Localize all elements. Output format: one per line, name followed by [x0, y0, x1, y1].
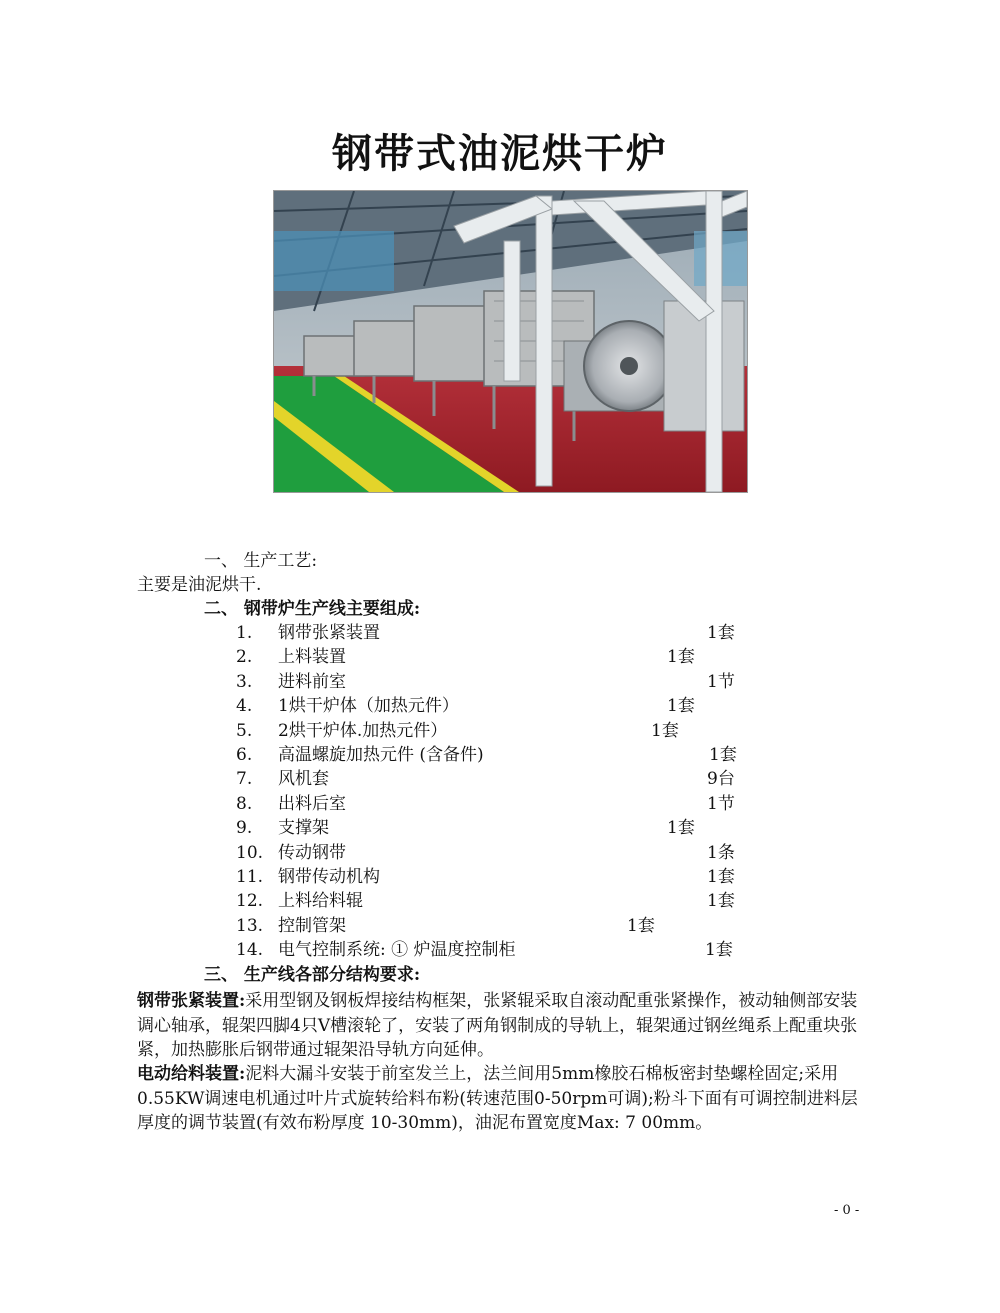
item-quantity: 1套 [627, 915, 655, 936]
item-name: 传动钢带 [278, 842, 346, 863]
item-number: 7. [236, 769, 253, 790]
section1-heading: 一、 生产工艺: [204, 551, 318, 571]
item-name: 钢带传动机构 [278, 867, 380, 887]
item-quantity: 1套 [651, 720, 679, 741]
item-number: 2. [236, 647, 253, 668]
item-number: 6. [236, 745, 253, 765]
item-quantity: 1套 [667, 696, 695, 717]
item-quantity: 1套 [667, 818, 695, 839]
item-number: 13. [236, 915, 264, 936]
item-number: 10. [236, 842, 264, 863]
feeder-text: 泥料大漏斗安装于前室发兰上，法兰间用5mm橡胶石棉板密封垫螺栓固定;采用0.55KW调速电机通过叶片式旋转给料布粉(转速范围0-50rpm可调);粉斗下面有可调控制进料层厚度的调节装置(有效布粉厚度 10-30mm)，油泥布置宽度Max: 7 00mm。 [137, 1064, 858, 1133]
item-number: 4. [236, 696, 253, 717]
item-number: 1. [236, 623, 253, 643]
item-name: 1烘干炉体（加热元件） [278, 696, 459, 717]
item-number: 8. [236, 793, 253, 814]
item-number: 9. [236, 818, 253, 839]
item-name: 控制管架 [278, 915, 346, 936]
item-name: 高温螺旋加热元件 (含备件) [278, 745, 484, 765]
item-name: 上料给料辊 [278, 891, 363, 912]
item-quantity: 1套 [707, 867, 735, 887]
item-number: 5. [236, 720, 253, 741]
item-number: 12. [236, 891, 264, 912]
factory-photo [273, 190, 748, 493]
item-number: 11. [236, 867, 264, 887]
item-name: 上料装置 [278, 647, 346, 668]
item-quantity: 1节 [707, 793, 735, 814]
item-quantity: 1套 [707, 623, 735, 643]
item-name: 钢带张紧装置 [278, 623, 380, 643]
item-name: 支撑架 [278, 818, 329, 839]
item-number: 3. [236, 671, 253, 692]
page-title: 钢带式油泥烘干炉 [332, 131, 668, 177]
section1-text: 主要是油泥烘干. [137, 575, 262, 595]
item-name: 风机套 [278, 769, 329, 790]
tension-device-paragraph [137, 989, 867, 1063]
item-quantity: 1套 [709, 745, 737, 765]
item-name: 电气控制系统: ① 炉温度控制柜 [278, 940, 516, 961]
item-name: 出料后室 [278, 793, 346, 814]
item-quantity: 1套 [667, 647, 695, 668]
item-quantity: 1条 [707, 842, 735, 863]
item-number: 14. [236, 940, 264, 961]
item-name: 2烘干炉体.加热元件） [278, 720, 448, 741]
item-quantity: 1节 [707, 671, 735, 692]
feeder-label: 电动给料装置: [137, 1064, 246, 1084]
feeder-paragraph [137, 1062, 867, 1136]
page-number: - 0 - [834, 1203, 860, 1218]
item-quantity: 9台 [707, 769, 735, 790]
tension-device-label: 钢带张紧装置: [137, 991, 246, 1011]
item-name: 进料前室 [278, 671, 346, 692]
section2-heading: 二、 钢带炉生产线主要组成: [204, 599, 421, 619]
item-quantity: 1套 [705, 940, 733, 961]
item-quantity: 1套 [707, 891, 735, 912]
tension-device-text: 采用型钢及钢板焊接结构框架，张紧辊采取自滚动配重张紧操作，被动轴侧部安装调心轴承，辊架四脚4只V槽滚轮了，安装了两角钢制成的导轨上，辊架通过钢丝绳系上配重块张紧，加热膨胀后钢带通过辊架沿导轨方向延伸。 [137, 991, 858, 1060]
section3-heading: 三、 生产线各部分结构要求: [204, 965, 421, 985]
